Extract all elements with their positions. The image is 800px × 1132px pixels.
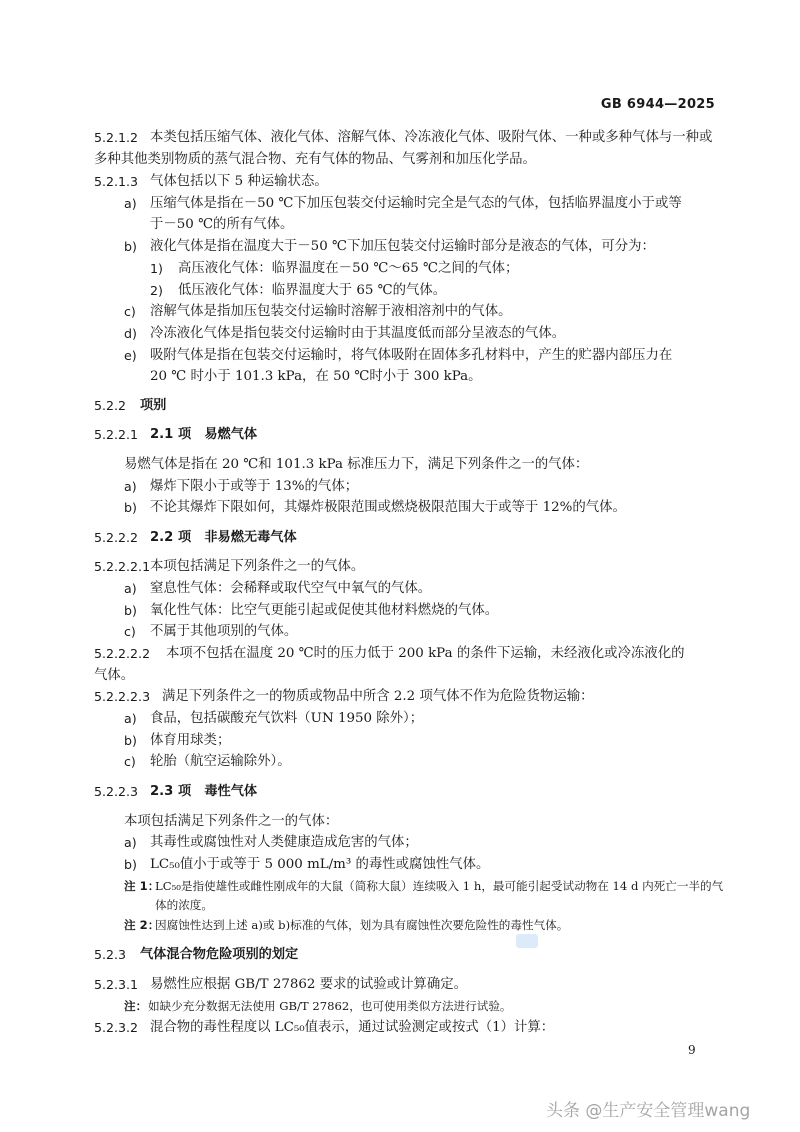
body-text: 爆炸下限小于或等于 13%的气体； — [150, 479, 359, 494]
clause-number: a) — [124, 711, 137, 726]
note-text: 体的浓度。 — [155, 898, 213, 912]
clause-number: 5.2.2.2.2 — [94, 646, 151, 661]
body-text: 20 ℃ 时小于 101.3 kPa，在 50 ℃时小于 300 kPa。 — [150, 369, 482, 384]
note-text: 如缺少充分数据无法使用 GB/T 27862，也可使用类似方法进行试验。 — [148, 999, 512, 1013]
body-text: 气体包括以下 5 种运输状态。 — [150, 174, 328, 189]
body-text: 多种其他类别物质的蒸气混合物、充有气体的物品、气雾剂和加压化学品。 — [94, 152, 536, 167]
body-text: 混合物的毒性程度以 LC₅₀值表示，通过试验测定或按式（1）计算： — [150, 1020, 555, 1035]
clause-number: 5.2.2.2.1 — [94, 559, 151, 574]
body-text: 体育用球类； — [150, 733, 231, 748]
clause-number: 5.2.2.3 — [94, 784, 139, 799]
clause-number: a) — [124, 835, 137, 850]
clause-number: 5.2.3.1 — [94, 977, 139, 992]
body-text: 本项不包括在温度 20 ℃时的压力低于 200 kPa 的条件下运输，未经液化或冷冻液化的 — [166, 646, 685, 661]
clause-number: 5.2.2 — [94, 398, 127, 413]
clause-number: d) — [124, 326, 137, 341]
clause-number: 5.2.3.2 — [94, 1020, 139, 1035]
body-text: 不属于其他项别的气体。 — [150, 624, 298, 639]
clause-number: 5.2.1.2 — [94, 130, 139, 145]
body-text: 氧化性气体：比空气更能引起或促使其他材料燃烧的气体。 — [150, 603, 499, 618]
body-text: 液化气体是指在温度大于－50 ℃下加压包装交付运输时部分是液态的气体，可分为： — [150, 239, 655, 254]
clause-number: 1) — [150, 261, 163, 276]
clause-number: c) — [124, 304, 136, 319]
body-text: 溶解气体是指加压包装交付运输时溶解于液相溶剂中的气体。 — [150, 304, 512, 319]
standard-number: GB 6944—2025 — [600, 97, 715, 112]
section-heading: 2.1 项 易燃气体 — [150, 427, 258, 442]
note-label: 注 2： — [124, 918, 160, 932]
section-heading: 项别 — [140, 398, 167, 413]
body-text: LC₅₀值小于或等于 5 000 mL/m³ 的毒性或腐蚀性气体。 — [150, 857, 490, 872]
body-text: 不论其爆炸下限如何，其爆炸极限范围或燃烧极限范围大于或等于 12%的气体。 — [150, 500, 626, 515]
watermark-logo-icon — [516, 934, 538, 948]
body-text: 食品，包括碳酸充气饮料（UN 1950 除外）； — [150, 711, 424, 726]
note-label: 注： — [124, 999, 148, 1013]
page-number: 9 — [688, 1043, 696, 1057]
body-text: 满足下列条件之一的物质或物品中所含 2.2 项气体不作为危险货物运输： — [162, 689, 594, 704]
section-heading: 2.2 项 非易燃无毒气体 — [150, 530, 297, 545]
clause-number: b) — [124, 603, 137, 618]
clause-number: c) — [124, 754, 136, 769]
body-text: 于－50 ℃的所有气体。 — [150, 217, 294, 232]
body-text: 压缩气体是指在－50 ℃下加压包装交付运输时完全是气态的气体，包括临界温度小于或等 — [150, 196, 682, 211]
body-text: 本项包括满足下列条件之一的气体。 — [150, 559, 365, 574]
clause-number: 5.2.3 — [94, 947, 127, 962]
body-text: 低压液化气体：临界温度大于 65 ℃的气体。 — [178, 283, 447, 298]
note-label: 注 1： — [124, 879, 160, 893]
clause-number: c) — [124, 624, 136, 639]
clause-number: 5.2.2.2.3 — [94, 689, 151, 704]
clause-number: 5.2.2.1 — [94, 427, 139, 442]
clause-number: b) — [124, 857, 137, 872]
watermark-text: 头条 @生产安全管理wang — [546, 1101, 751, 1121]
body-text: 轮胎（航空运输除外）。 — [150, 754, 291, 769]
clause-number: a) — [124, 581, 137, 596]
clause-number: 5.2.2.2 — [94, 530, 139, 545]
clause-number: b) — [124, 239, 137, 254]
body-text: 易燃气体是指在 20 ℃和 101.3 kPa 标准压力下，满足下列条件之一的气体： — [124, 457, 589, 472]
note-text: 因腐蚀性达到上述 a)或 b)标准的气体，划为具有腐蚀性次要危险性的毒性气体。 — [155, 918, 569, 932]
clause-number: a) — [124, 479, 137, 494]
clause-number: e) — [124, 348, 137, 363]
body-text: 冷冻液化气体是指包装交付运输时由于其温度低而部分呈液态的气体。 — [150, 326, 566, 341]
clause-number: b) — [124, 500, 137, 515]
body-text: 窒息性气体：会稀释或取代空气中氧气的气体。 — [150, 581, 432, 596]
body-text: 易燃性应根据 GB/T 27862 要求的试验或计算确定。 — [150, 977, 467, 992]
clause-number: 2) — [150, 283, 163, 298]
section-heading: 气体混合物危险项别的划定 — [140, 947, 299, 962]
clause-number: a) — [124, 196, 137, 211]
body-text: 高压液化气体：临界温度在－50 ℃～65 ℃之间的气体； — [178, 261, 519, 276]
body-text: 本类包括压缩气体、液化气体、溶解气体、冷冻液化气体、吸附气体、一种或多种气体与一种或 — [150, 130, 713, 145]
note-text: LC₅₀是指使雄性或雌性刚成年的大鼠（简称大鼠）连续吸入 1 h，最可能引起受试动物在 14 d 内死亡一半的气 — [155, 879, 724, 893]
body-text: 气体。 — [94, 668, 135, 683]
section-heading: 2.3 项 毒性气体 — [150, 784, 258, 799]
body-text: 其毒性或腐蚀性对人类健康造成危害的气体； — [150, 835, 418, 850]
clause-number: 5.2.1.3 — [94, 174, 139, 189]
clause-number: b) — [124, 733, 137, 748]
body-text: 吸附气体是指在包装交付运输时，将气体吸附在固体多孔材料中，产生的贮器内部压力在 — [150, 348, 673, 363]
body-text: 本项包括满足下列条件之一的气体： — [124, 814, 339, 829]
